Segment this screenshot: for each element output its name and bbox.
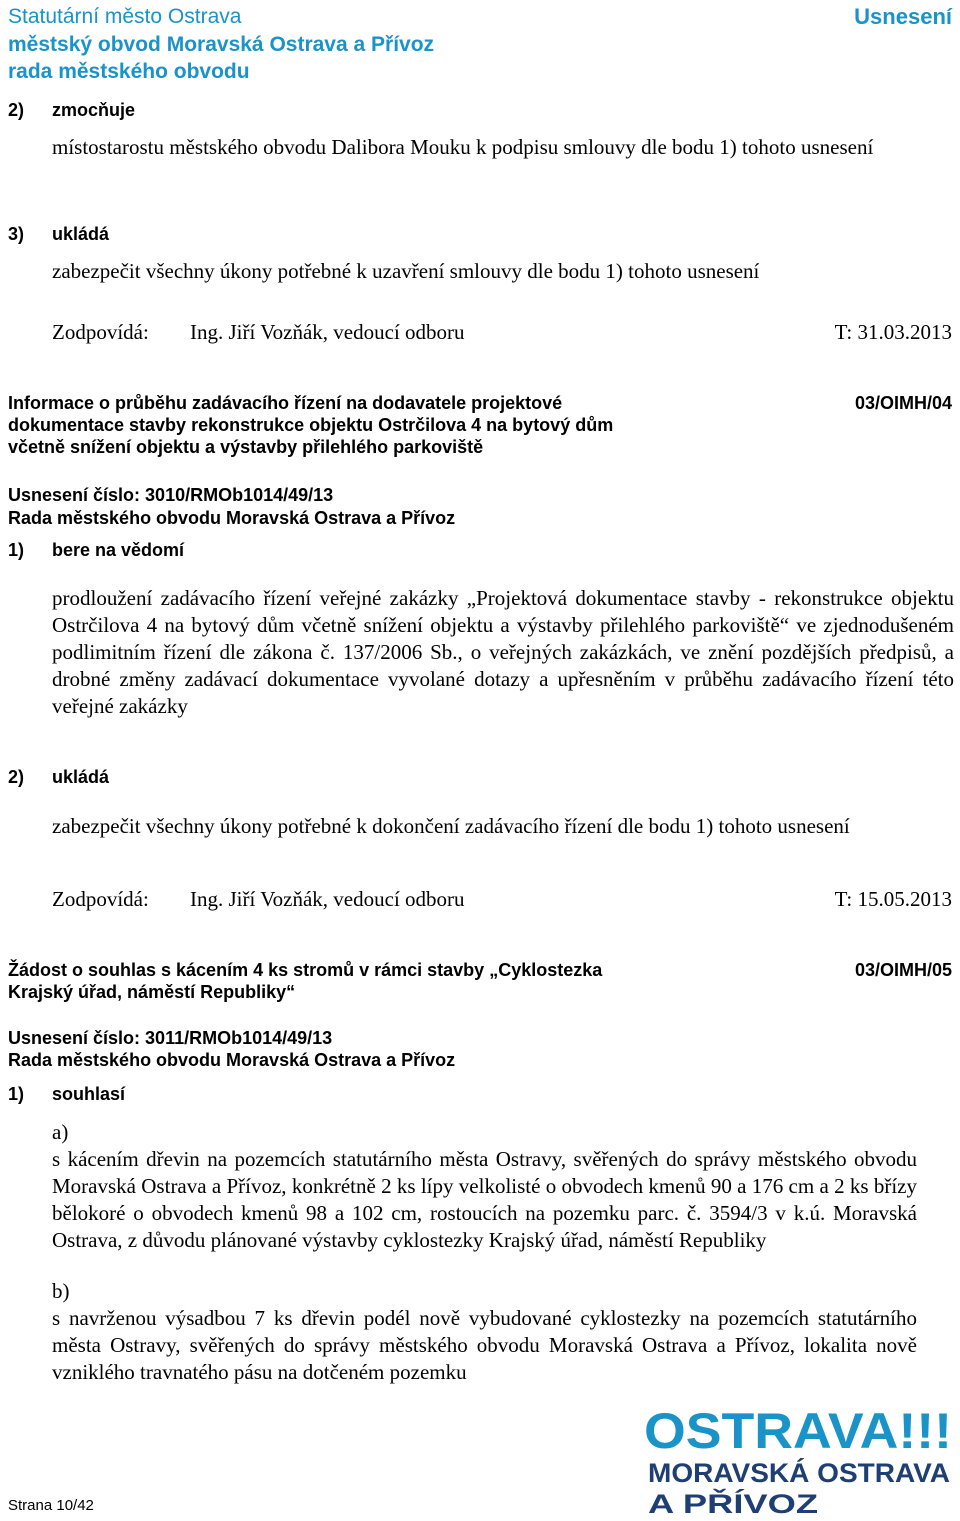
resolution-number: Usnesení číslo: 3010/RMOb1014/49/13 bbox=[8, 485, 334, 505]
logo-line-1: OSTRAVA!!! bbox=[644, 1404, 952, 1459]
header-doc-type: Usnesení bbox=[854, 4, 952, 29]
section-code: 03/OIMH/05 bbox=[854, 960, 952, 980]
item-3-heading bbox=[8, 224, 109, 245]
responsible-deadline: T: 15.05.2013 bbox=[834, 887, 952, 911]
item-1-heading bbox=[8, 540, 184, 561]
item-number: 2) bbox=[8, 100, 25, 120]
section-code: 03/OIMH/04 bbox=[854, 393, 952, 413]
item-2-heading bbox=[8, 100, 135, 121]
sub-item-text: s kácením dřevin na pozemcích statutárního města Ostravy, svěřených do správy městského obvodu Moravská Ostrava a Přívoz, konkrétně 2 ks lípy velkolisté o obvodech kmenů 90 a 176 cm a 2 ks břízy bělokoré o obvodech kmenů 98 a 102 cm, rostoucích na pozemku parc. č. 3594/3 v k.ú. Moravská Ostrava, z důvodu plánované výstavby cyklostezky Krajský úřad, náměstí Republiky bbox=[52, 1147, 917, 1252]
item-number: 1) bbox=[8, 1084, 25, 1104]
ostrava-logo bbox=[642, 1404, 954, 1516]
item-3-text: zabezpečit všechny úkony potřebné k uzavření smlouvy dle bodu 1) tohoto usnesení bbox=[52, 259, 760, 283]
item-1-text: prodloužení zadávacího řízení veřejné zakázky „Projektová dokumentace stavby - rekonstrukce objektu Ostrčilova 4 na bytový dům včetně snížení objektu a výstavby přilehlého parkoviště“ ve zjednodušeném podlimitním řízení dle zákona č. 137/2006 Sb., o veřejných zakázkách, ve znění pozdějších předpisů, a drobné změny zadávací dokumentace vyvolané dotazy a upřesněním v průběhu zadávacího řízení této veřejné zakázky bbox=[52, 586, 954, 718]
section-title-line: Informace o průběhu zadávacího řízení na dodavatele projektové bbox=[8, 393, 563, 413]
logo-line-2: MORAVSKÁ OSTRAVA bbox=[648, 1458, 940, 1488]
header-district: městský obvod Moravská Ostrava a Přívoz bbox=[8, 33, 435, 56]
sub-item-label: a) bbox=[52, 1120, 69, 1144]
item-number: 3) bbox=[8, 224, 25, 244]
item-2-text: zabezpečit všechny úkony potřebné k dokončení zadávacího řízení dle bodu 1) tohoto usnesení bbox=[52, 814, 850, 838]
section-title bbox=[8, 959, 728, 1003]
item-label: ukládá bbox=[52, 767, 110, 787]
section-title-line: Krajský úřad, náměstí Republiky“ bbox=[8, 982, 296, 1002]
item-2-heading bbox=[8, 767, 109, 788]
header-city: Statutární město Ostrava bbox=[8, 5, 242, 28]
item-label: bere na vědomí bbox=[52, 540, 185, 560]
responsible-deadline: T: 31.03.2013 bbox=[834, 320, 952, 344]
logo-line-3: A PŘÍVOZ bbox=[648, 1489, 775, 1516]
sub-item-b bbox=[52, 1278, 954, 1386]
resolution-body: Rada městského obvodu Moravská Ostrava a Přívoz bbox=[8, 1050, 456, 1070]
section-title bbox=[8, 392, 708, 458]
ostrava-logo-graphic bbox=[642, 1404, 954, 1516]
responsible-label: Zodpovídá: bbox=[52, 320, 149, 344]
resolution-number: Usnesení číslo: 3011/RMOb1014/49/13 bbox=[8, 1028, 333, 1048]
item-2-text: místostarostu městského obvodu Dalibora Mouku k podpisu smlouvy dle bodu 1) tohoto usnesení bbox=[52, 135, 874, 159]
responsible-label: Zodpovídá: bbox=[52, 887, 149, 911]
section-title-line: dokumentace stavby rekonstrukce objektu Ostrčilova 4 na bytový dům bbox=[8, 415, 614, 435]
section-title-line: Žádost o souhlas s kácením 4 ks stromů v rámci stavby „Cyklostezka bbox=[8, 960, 603, 980]
item-label: souhlasí bbox=[52, 1084, 126, 1104]
item-label: ukládá bbox=[52, 224, 110, 244]
responsible-person: Ing. Jiří Vozňák, vedoucí odboru bbox=[190, 887, 465, 911]
sub-item-text: s navrženou výsadbou 7 ks dřevin podél nově vybudované cyklostezky na pozemcích statutárního města Ostravy, svěřených do správy městského obvodu Moravská Ostrava a Přívoz, lokalita nově vzniklého travnatého pásu na dotčeném pozemku bbox=[52, 1306, 917, 1384]
item-number: 1) bbox=[8, 540, 25, 560]
item-label: zmocňuje bbox=[52, 100, 136, 120]
resolution-body: Rada městského obvodu Moravská Ostrava a Přívoz bbox=[8, 508, 456, 528]
section-title-line: včetně snížení objektu a výstavby přilehlého parkoviště bbox=[8, 437, 484, 457]
sub-item-a bbox=[52, 1119, 954, 1254]
page-number: Strana 10/42 bbox=[8, 1497, 94, 1514]
header-council: rada městského obvodu bbox=[8, 60, 250, 83]
item-1-heading bbox=[8, 1084, 125, 1105]
responsible-person: Ing. Jiří Vozňák, vedoucí odboru bbox=[190, 320, 465, 344]
sub-item-label: b) bbox=[52, 1279, 70, 1303]
item-number: 2) bbox=[8, 767, 25, 787]
